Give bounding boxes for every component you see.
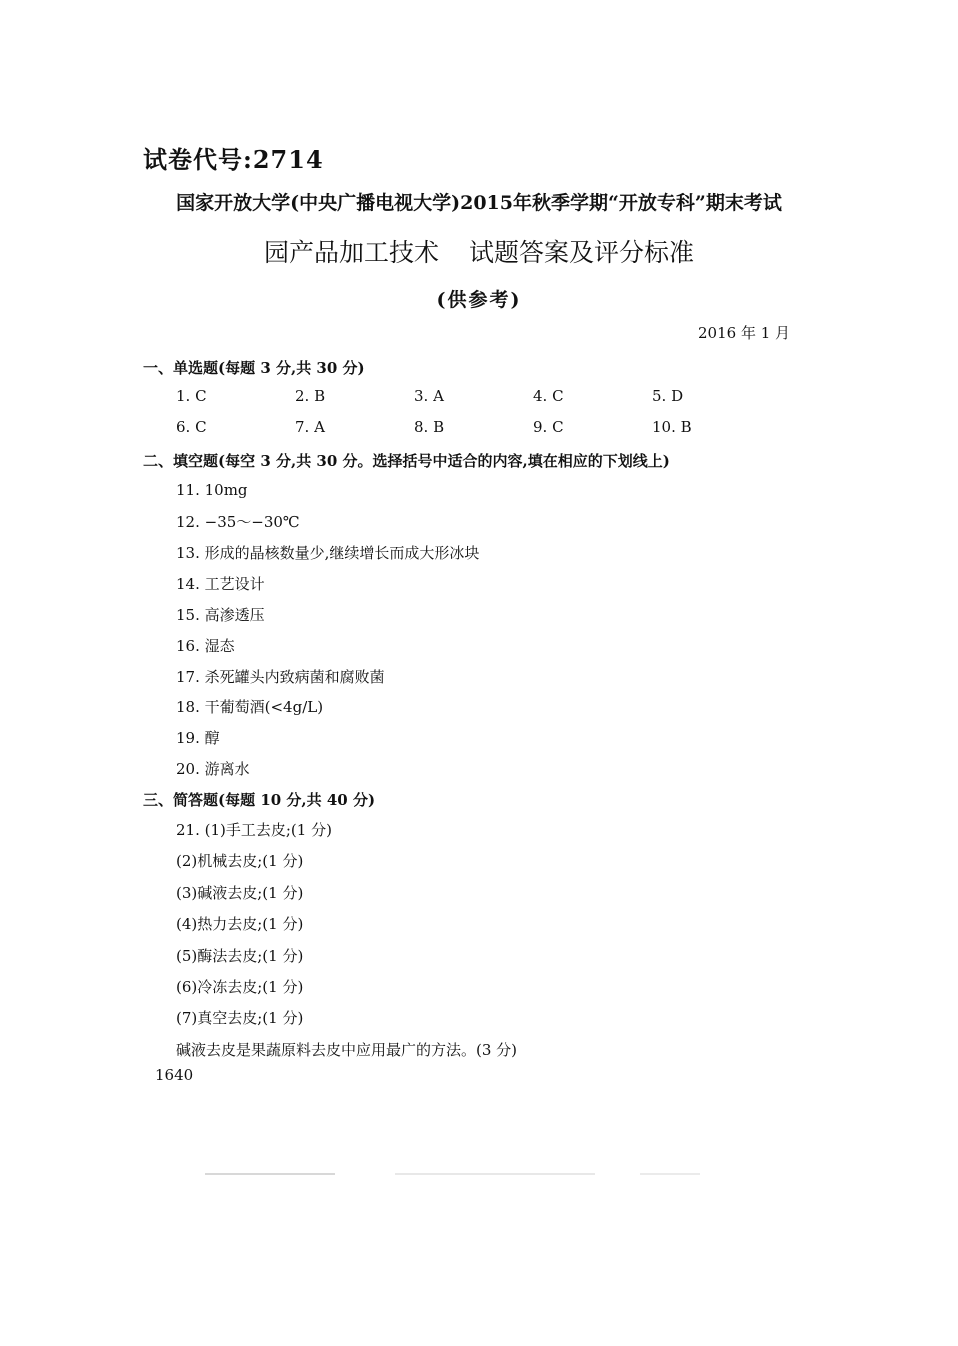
title-course: 园产品加工技术 bbox=[263, 238, 439, 267]
fill-answer-20: 20. 游离水 bbox=[176, 760, 250, 778]
mc-answer: 6. C bbox=[176, 418, 207, 436]
fill-answer-13: 13. 形成的晶核数量少,继续增长而成大形冰块 bbox=[176, 544, 480, 562]
fill-answer-11: 11. 10mg bbox=[176, 481, 248, 499]
mc-answer: 4. C bbox=[533, 387, 564, 405]
section3-heading: 三、简答题(每题 10 分,共 40 分) bbox=[143, 791, 376, 809]
mc-answer: 1. C bbox=[176, 387, 207, 405]
fill-answer-19: 19. 醇 bbox=[176, 729, 220, 747]
mc-answer: 2. B bbox=[295, 387, 326, 405]
mc-answer: 3. A bbox=[414, 387, 444, 405]
fill-answer-16: 16. 湿态 bbox=[176, 637, 235, 655]
short-answer-line: (7)真空去皮;(1 分) bbox=[176, 1009, 304, 1027]
section2-heading: 二、填空题(每空 3 分,共 30 分。选择括号中适合的内容,填在相应的下划线上) bbox=[143, 452, 670, 470]
title-rest: 试题答案及评分标准 bbox=[469, 238, 695, 267]
mc-answer: 7. A bbox=[295, 418, 325, 436]
fill-answer-12: 12. −35～−30℃ bbox=[176, 513, 300, 531]
short-answer-line: (5)酶法去皮;(1 分) bbox=[176, 947, 304, 965]
short-answer-line: (3)碱液去皮;(1 分) bbox=[176, 884, 304, 902]
scan-artifact bbox=[205, 1173, 335, 1175]
page-number: 1640 bbox=[155, 1066, 194, 1084]
fill-answer-14: 14. 工艺设计 bbox=[176, 575, 265, 593]
scan-artifact bbox=[395, 1173, 595, 1175]
fill-answer-15: 15. 高渗透压 bbox=[176, 606, 265, 624]
document-title bbox=[0, 233, 958, 269]
fill-answer-18: 18. 干葡萄酒(<4g/L) bbox=[176, 698, 324, 716]
short-answer-line: (6)冷冻去皮;(1 分) bbox=[176, 978, 304, 996]
fill-answer-17: 17. 杀死罐头内致病菌和腐败菌 bbox=[176, 668, 385, 686]
mc-answer: 8. B bbox=[414, 418, 445, 436]
scan-artifact bbox=[640, 1173, 700, 1175]
short-answer-line: (4)热力去皮;(1 分) bbox=[176, 915, 304, 933]
exam-code: 试卷代号:2714 bbox=[143, 145, 324, 174]
mc-answer: 10. B bbox=[652, 418, 692, 436]
short-answer-line: (2)机械去皮;(1 分) bbox=[176, 852, 304, 870]
short-answer-line: 21. (1)手工去皮;(1 分) bbox=[176, 821, 332, 839]
section1-heading: 一、单选题(每题 3 分,共 30 分) bbox=[143, 359, 365, 377]
short-answer-summary: 碱液去皮是果蔬原料去皮中应用最广的方法。(3 分) bbox=[176, 1041, 518, 1059]
subtitle: (供参考) bbox=[436, 289, 522, 311]
university-exam-line: 国家开放大学(中央广播电视大学)2015年秋季学期“开放专科”期末考试 bbox=[176, 192, 782, 214]
mc-answer: 9. C bbox=[533, 418, 564, 436]
mc-answer: 5. D bbox=[652, 387, 684, 405]
issue-date: 2016 年 1 月 bbox=[698, 324, 791, 342]
